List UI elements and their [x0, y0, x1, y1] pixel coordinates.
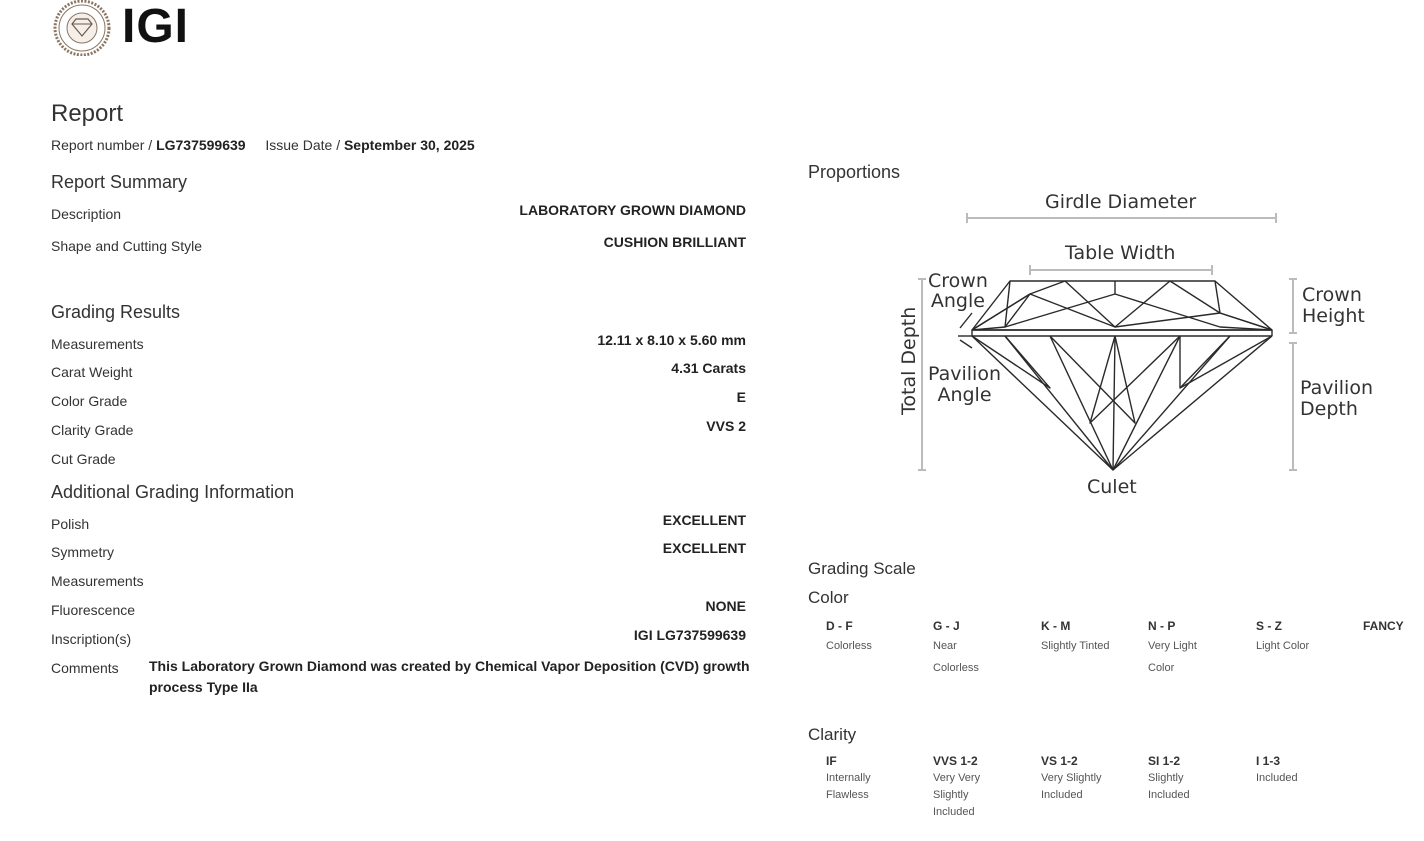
grading-value-carat: 4.31 Carats: [671, 360, 746, 376]
grading-value-clarity: VVS 2: [706, 418, 746, 434]
culet-label: Culet: [1087, 476, 1137, 498]
grading-label-measurements: Measurements: [51, 336, 144, 352]
igi-seal-logo: [52, 0, 112, 56]
diamond-profile-svg: [880, 188, 1400, 508]
additional-value-inscription: IGI LG737599639: [633, 627, 746, 643]
report-number-value[interactable]: LG737599639: [156, 137, 246, 153]
comments-label: Comments: [51, 660, 119, 676]
clarity-scale-item-vs: VS 1-2 Very Slightly Included: [1041, 754, 1102, 801]
crown-height-label: Crown Height: [1302, 284, 1365, 327]
color-scale-item-fancy: FANCY: [1363, 619, 1404, 633]
report-title: Report: [51, 100, 124, 127]
additional-label-inscription: Inscription(s): [51, 631, 132, 647]
crown-angle-label: Crown Angle: [928, 270, 988, 312]
summary-value-description: LABORATORY GROWN DIAMOND: [519, 202, 746, 218]
girdle-diameter-label: Girdle Diameter: [1045, 191, 1197, 213]
report-summary-title: Report Summary: [51, 172, 188, 192]
color-scale-item-sz: S - Z Light Color: [1256, 619, 1310, 652]
total-depth-label: Total Depth: [898, 306, 920, 415]
issue-date-label: Issue Date /: [265, 137, 341, 153]
comments-line-2: process Type IIa: [149, 679, 258, 695]
additional-info-title: Additional Grading Information: [51, 482, 295, 502]
color-scale-item-gj: G - J Near Colorless: [933, 619, 979, 674]
grading-label-clarity: Clarity Grade: [51, 422, 134, 438]
summary-value-shape: CUSHION BRILLIANT: [603, 234, 746, 250]
proportions-diagram: [880, 188, 1400, 508]
color-scale-item-km: K - M Slightly Tinted: [1041, 619, 1110, 652]
additional-value-symmetry: EXCELLENT: [662, 540, 746, 556]
additional-label-fluorescence: Fluorescence: [51, 602, 136, 618]
clarity-scale-item-if: IF Internally Flawless: [826, 754, 871, 801]
comments-text: [149, 656, 750, 698]
additional-label-measurements: Measurements: [51, 573, 144, 589]
color-scale-title: Color: [808, 588, 849, 607]
proportions-title: Proportions: [808, 162, 901, 182]
grading-value-measurements: 12.11 x 8.10 x 5.60 mm: [597, 332, 746, 348]
pavilion-angle-label: Pavilion Angle: [928, 363, 1001, 406]
grading-scale-title: Grading Scale: [808, 559, 916, 578]
grading-label-cut: Cut Grade: [51, 451, 116, 467]
report-meta: [51, 137, 475, 153]
issue-date-value: September 30, 2025: [343, 137, 475, 153]
pavilion-depth-label: Pavilion Depth: [1300, 377, 1373, 420]
summary-label-shape: Shape and Cutting Style: [51, 238, 202, 254]
grading-label-carat: Carat Weight: [51, 364, 133, 380]
clarity-scale-item-i: I 1-3 Included: [1256, 754, 1298, 784]
grading-label-color: Color Grade: [51, 393, 128, 409]
clarity-scale-item-vvs: VVS 1-2 Very Very Slightly Included: [933, 754, 981, 818]
additional-label-polish: Polish: [51, 516, 90, 532]
clarity-scale-title: Clarity: [808, 725, 857, 744]
table-width-label: Table Width: [1065, 242, 1176, 264]
color-scale-item-np: N - P Very Light Color: [1148, 619, 1197, 674]
grading-value-color: E: [736, 389, 746, 405]
summary-label-description: Description: [51, 206, 122, 222]
clarity-scale-item-si: SI 1-2 Slightly Included: [1148, 754, 1190, 801]
additional-value-polish: EXCELLENT: [662, 512, 746, 528]
grading-results-title: Grading Results: [51, 302, 181, 322]
igi-wordmark: IGI: [122, 0, 190, 53]
additional-value-fluorescence: NONE: [705, 598, 746, 614]
additional-label-symmetry: Symmetry: [51, 544, 114, 560]
report-number-label: Report number /: [51, 137, 153, 153]
color-scale-item-df: D - F Colorless: [826, 619, 872, 652]
comments-line-1: This Laboratory Grown Diamond was created by Chemical Vapor Deposition (CVD) growth: [149, 658, 750, 674]
